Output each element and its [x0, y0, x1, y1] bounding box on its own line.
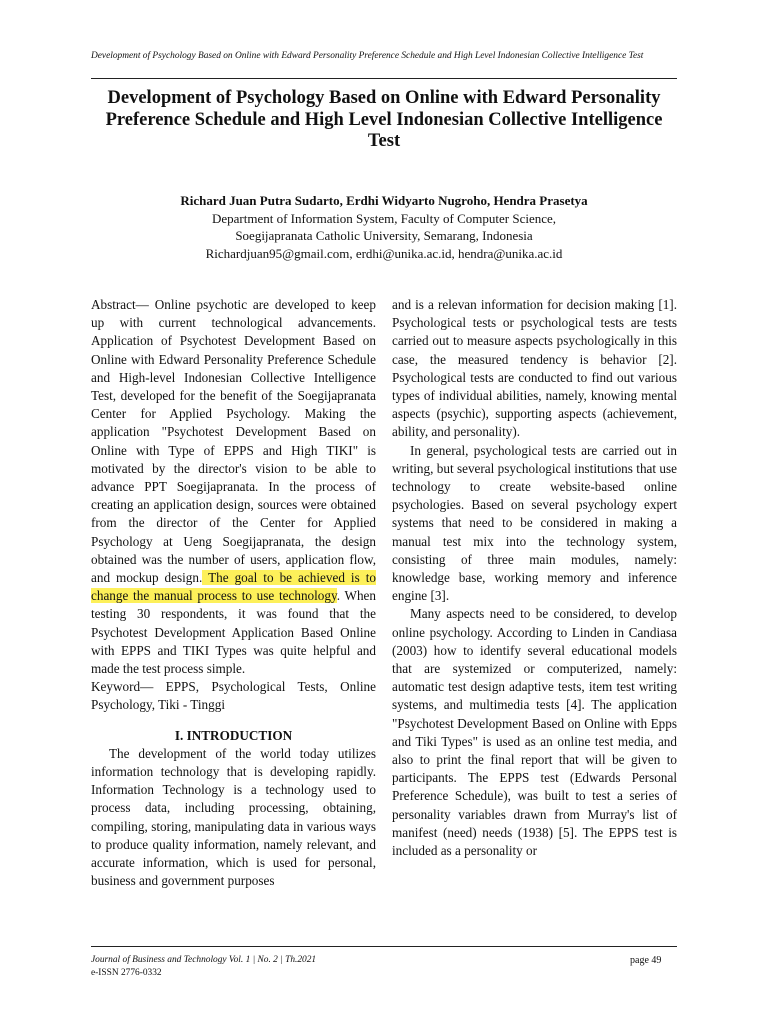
- abstract-label: Abstract—: [91, 297, 149, 312]
- left-column: [91, 296, 376, 891]
- footer-journal: Journal of Business and Technology Vol. 1 | No. 2 | Th.2021: [91, 955, 317, 965]
- page-number: page 49: [630, 955, 662, 966]
- abstract-text-end: . When testing 30 respondents, it was found that the Psychotest Development Application Based Online with EPPS and TIKI Types was quite helpful and made the test process simple.: [91, 588, 377, 677]
- keywords-text: EPPS, Psychological Tests, Online Psychology, Tiki - Tinggi: [91, 679, 376, 713]
- intro-paragraph: The development of the world today utilizes information technology that is developing rapidly. Information Technology is a technology used to process data, including processing, obtaining, compiling, storing, manipulating data in various ways to produce quality information, namely relevant, and accurate information, which is used for personal, business and government purposes: [91, 745, 376, 889]
- author-names: Richard Juan Putra Sudarto, Erdhi Widyarto Nugroho, Hendra Prasetya: [180, 193, 588, 208]
- abstract-text: Online psychotic are developed to keep up with current technological advancements. Application of Psychotest Development Based on Online with Edward Personality Preference Schedule and High-level Indonesian Collective Intelligence Test, developed for the benefit of the Soegijapranata Center for Applied Psychology. Making the application "Psychotest Development Based on Online with Type of EPPS and High TIKI" is motivated by the director's vision to be able to advance PPT Soegijapranata. In the process of creating an application design, sources were obtained from the director of the Center for Applied Psychology at Ueng Soegijapranata, the design obtained was the number of users, application flow, and mockup design.: [91, 297, 376, 586]
- paragraph-1: and is a relevan information for decision making [1]. Psychological tests or psychological tests are tests carried out to measure aspects psychologically in this case, the measured tendency is behavior [2]. Psychological tests are conducted to find out various types of individual abilities, namely, knowing mental aspects (psychic), supporting aspects (achievement, ability, and personality).: [392, 297, 677, 440]
- paper-title: Development of Psychology Based on Online with Edward Personality Preference Schedule and High Level Indonesian Collective Intelligence Test: [105, 88, 663, 151]
- highlighted-text: The goal to be achieved is to change the manual process to use technology: [91, 570, 376, 604]
- footer-issn: e-ISSN 2776-0332: [91, 968, 162, 978]
- running-header: Development of Psychology Based on Online with Edward Personality Preference Schedule and High Level Indonesian Collective Intelligence Test: [91, 51, 644, 61]
- keywords-label: Keyword—: [91, 679, 154, 695]
- paragraph-2: In general, psychological tests are carried out in writing, but several psychological institutions that use technology to create website-based online psychologies. Based on several psychology expert systems that need to be considered in making a manual test mix into the technology system, consisting of three main modules, namely: knowledge base, working memory and inference engine [3].: [392, 442, 677, 604]
- author-emails: Richardjuan95@gmail.com, erdhi@unika.ac.id, hendra@unika.ac.id: [205, 245, 563, 261]
- author-block: [91, 192, 677, 262]
- paragraph-3: Many aspects need to be considered, to develop online psychology. According to Linden in Candiasa (2003) how to identify several educational models that are systemized or computerized, namely: automatic test design adaptive tests, item test writing systems, and multimedia tests [4]. The application "Psychotest Development Based on Online with Epps and Tiki Types" is used as an online test media, and also to print the final report that will be given to participants. The EPPS test (Edwards Personal Preference Schedule), was built to test a series of personality variables drawn from Murray's list of manifest (need) needs (1938) [5]. The EPPS test is included as a personality or: [392, 606, 677, 859]
- footer-rule: [91, 946, 677, 947]
- keywords: [91, 678, 376, 714]
- section-heading-introduction: I. INTRODUCTION: [174, 727, 293, 743]
- affiliation-line-2: Soegijapranata Catholic University, Semarang, Indonesia: [235, 228, 533, 243]
- abstract: [91, 296, 376, 678]
- right-column: [392, 296, 677, 860]
- header-rule: [91, 78, 677, 79]
- affiliation-line-1: Department of Information System, Faculty of Computer Science,: [211, 210, 557, 226]
